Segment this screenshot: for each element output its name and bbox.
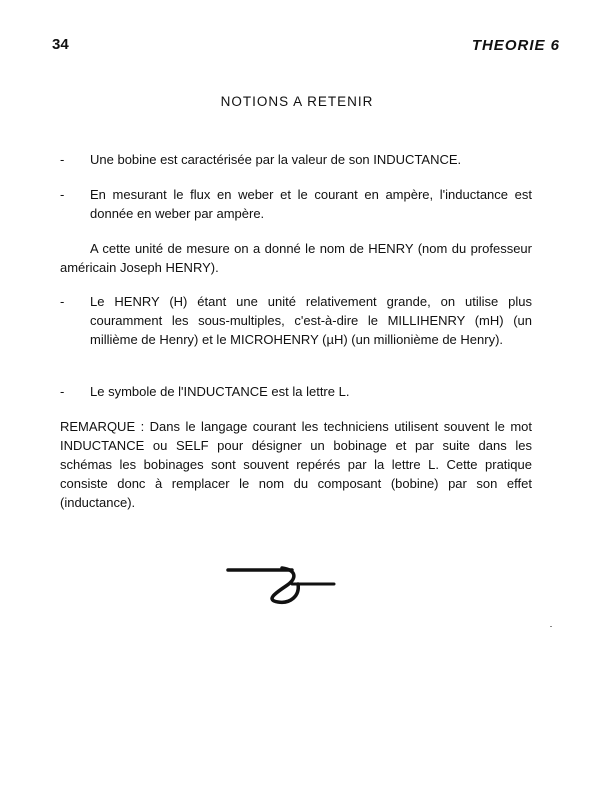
- bullet-item-measure: En mesurant le flux en weber et le courant en ampère, l'inductance est donnée en weber par ampère.: [90, 187, 532, 221]
- paragraph-henry: A cette unité de mesure on a donné le nom de HENRY (nom du professeur américain Joseph HENRY).: [60, 241, 532, 275]
- remarque-paragraph: REMARQUE : Dans le langage courant les techniciens utilisent souvent le mot INDUCTANCE ou SELF pour désigner un bobinage et par suite dans les schémas les bobinages sont souvent repérés par la lettre L. Cette pratique consiste donc à remplacer le nom du composant (bobine) par son effet (inductance).: [60, 419, 532, 510]
- bullet-marker: -: [60, 384, 65, 399]
- bullet-marker: -: [60, 187, 65, 202]
- bullet-item-submultiples: Le HENRY (H) étant une unité relativement grande, on utilise plus couramment les sous-multiples, c'est-à-dire le MILLIHENRY (mH) (un millième de Henry) et le MICROHENRY (µH) (un millionième de Henry).: [90, 294, 532, 347]
- bullet-marker: -: [60, 152, 65, 167]
- chapter-title: THEORIE 6: [471, 37, 560, 54]
- signature-mark: [222, 556, 340, 613]
- bullet-item-symbol: Le symbole de l'INDUCTANCE est la lettre L.: [90, 384, 350, 399]
- bullet-item-inductance: Une bobine est caractérisée par la valeur de son INDUCTANCE.: [90, 152, 462, 167]
- scan-speck: [550, 626, 552, 627]
- bullet-marker: -: [60, 294, 65, 309]
- page-number: 34: [52, 36, 69, 53]
- section-heading: NOTIONS A RETENIR: [220, 94, 374, 109]
- signature-glyph: [222, 556, 340, 608]
